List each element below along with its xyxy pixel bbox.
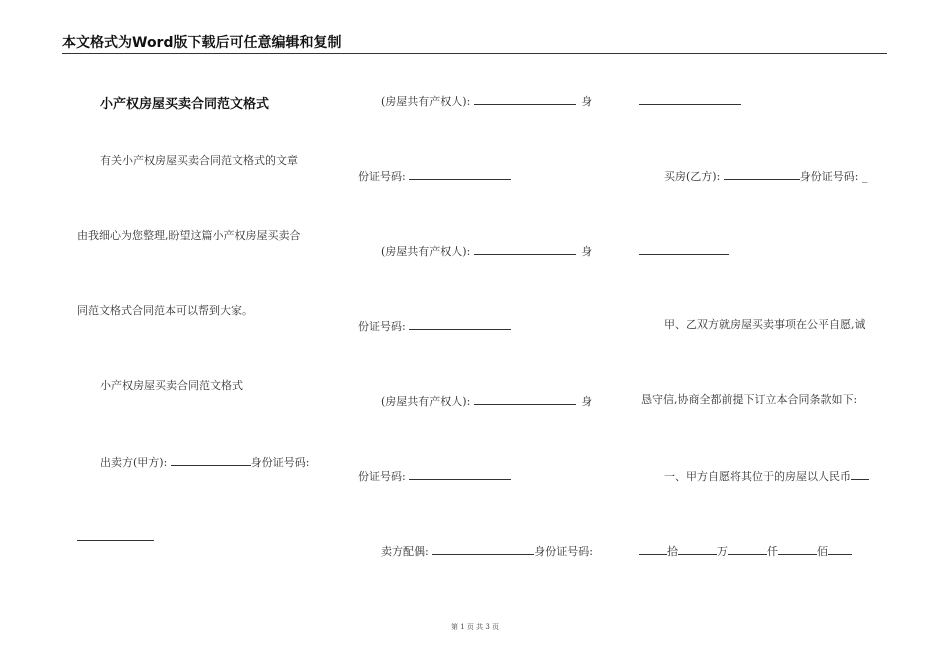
co-owner-line-1 [381,93,592,109]
subtitle: 小产权房屋买卖合同范文格式 [100,379,243,392]
document-title: 小产权房屋买卖合同范文格式 [100,97,270,112]
spouse-id-label: 身份证号码: [534,545,593,558]
co-owner-shen-3: 身 [581,395,593,408]
co-owner-line-3 [381,393,592,409]
co-owner-label-3: (房屋共有产权人): [381,395,471,408]
buyer-name-blank [724,168,800,180]
price-blank-wan [678,543,717,555]
buyer-line [664,168,868,184]
id-label-3: 份证号码: [358,470,406,483]
id-label-2: 份证号码: [358,320,406,333]
spouse-line [381,543,593,559]
clause-1-text: 一、甲方自愿将其位于的房屋以人民币 [664,470,851,483]
document-header: 本文格式为Word版下载后可任意编辑和复制 [62,34,887,54]
co-owner-blank-2 [474,243,576,255]
spouse-label: 卖方配偶: [381,545,429,558]
buyer-id-tail: _ [862,170,868,183]
seller-name-blank [171,454,251,466]
seller-id-label: 身份证号码: [250,456,310,469]
price-wan: 万 [717,545,728,558]
co-owner-label-1: (房屋共有产权人): [381,95,471,108]
id-blank-3 [409,468,511,480]
spouse-blank [432,543,534,555]
seller-label: 出卖方(甲方): [100,456,168,469]
price-blank-tail [828,543,852,555]
price-qian: 仟 [767,545,778,558]
id-label-1: 份证号码: [358,170,406,183]
page-footer: 第 1 页 共 3 页 [450,623,500,631]
seller-id-blank [77,540,154,541]
intro-line-3: 同范文格式合同范本可以帮到大家。 [77,304,253,317]
price-bai: 佰 [817,545,828,558]
buyer-id-label: 身份证号码: [799,170,859,183]
price-blank-bai [778,543,817,555]
co-owner-blank-1 [474,93,576,105]
co-owner-shen-1: 身 [581,95,593,108]
co-owner-id-blank-1 [639,104,741,105]
price-blank-qian [728,543,767,555]
co-owner-label-2: (房屋共有产权人): [381,245,471,258]
agreement-line-1: 甲、乙双方就房屋买卖事项在公平自愿,诚 [664,318,866,331]
co-owner-id-blank-2 [639,254,729,255]
clause-1-line [664,468,869,484]
seller-line [100,454,310,470]
id-line-1 [358,168,511,184]
intro-line-2: 由我细心为您整理,盼望这篇小产权房屋买卖合 [77,229,301,242]
id-blank-2 [409,318,511,330]
agreement-line-2: 恳守信,协商全都前提下订立本合同条款如下: [641,393,858,406]
intro-line-1: 有关小产权房屋买卖合同范文格式的文章 [100,154,298,167]
co-owner-blank-3 [474,393,576,405]
price-blank-shi [639,543,667,555]
co-owner-line-2 [381,243,592,259]
id-line-2 [358,318,511,334]
clause-1-blank [851,468,869,480]
price-shi: 拾 [667,545,678,558]
co-owner-shen-2: 身 [581,245,593,258]
id-blank-1 [409,168,511,180]
id-line-3 [358,468,511,484]
price-line [639,543,852,559]
buyer-label: 买房(乙方): [664,170,721,183]
